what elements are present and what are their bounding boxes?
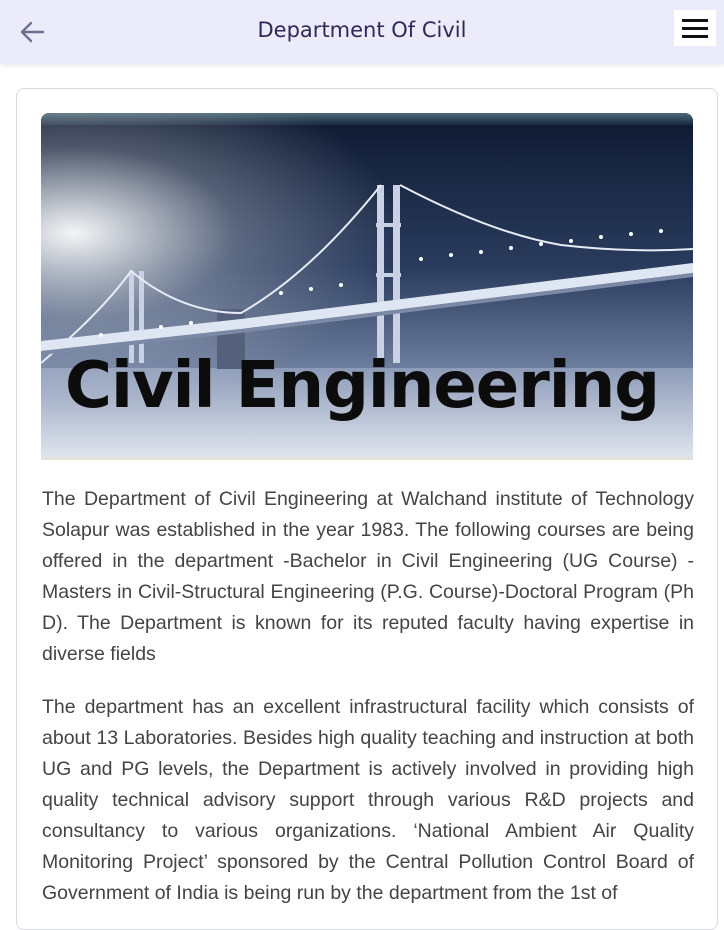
hero-banner [41,113,693,460]
intro-paragraph: The Department of Civil Engineering at Walchand institute of Technology Solapur was established in the year 1983. The following courses are being offered in the department -Bachelor in Civil Engineering (UG Course) -Masters in Civil-Structural Engineering (P.G. Course)-Doctoral Program (Ph D). The Department is known for its reputed faculty having expertise in diverse fields [42,488,694,665]
content-card [16,88,718,930]
hamburger-menu-icon [682,19,708,22]
menu-button[interactable] [674,10,716,46]
page-title: Department Of Civil [257,18,467,42]
app-bar [0,0,724,64]
hero-caption: Civil Engineering [65,349,660,423]
infrastructure-paragraph: The department has an excellent infrastructural facility which consists of about 13 Laboratories. Besides high quality teaching and instruction at both UG and PG levels, the Department is actively involved in providing high quality technical advisory support through various R&D projects and consultancy to various organizations. ‘National Ambient Air Quality Monitoring Project’ sponsored by the Central Pollution Control Board of Government of India is being run by the department from the 1st of [42,696,694,904]
